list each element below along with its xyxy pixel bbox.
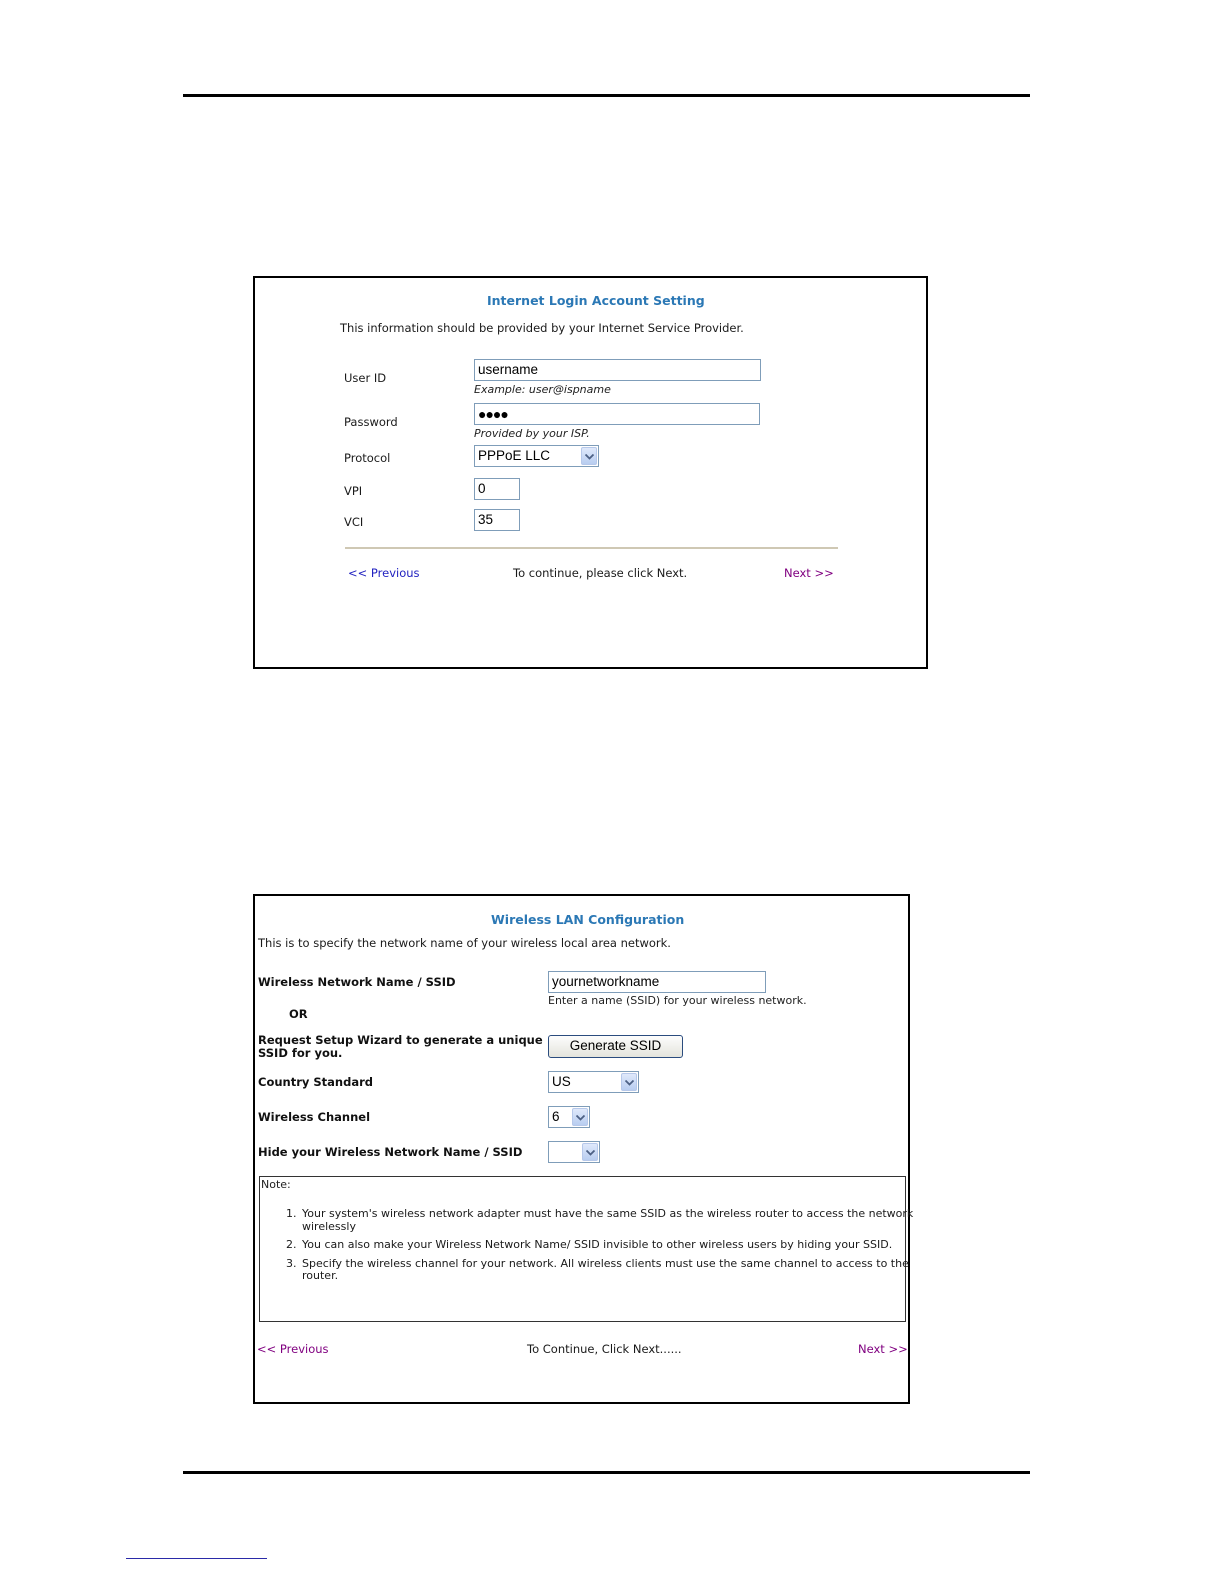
hide-ssid-label: Hide your Wireless Network Name / SSID — [258, 1145, 523, 1159]
wireless-channel-value: 6 — [552, 1109, 560, 1124]
note-box — [259, 1176, 914, 1322]
country-standard-select[interactable] — [548, 1071, 639, 1093]
wireless-channel-select[interactable] — [548, 1106, 590, 1128]
note-item: 1. Your system's wireless network adapter must have the same SSID as the wireless router to access the network wirelessly — [300, 1208, 930, 1233]
note-title: Note: — [261, 1178, 291, 1191]
panel-intro: This information should be provided by your Internet Service Provider. — [340, 321, 744, 335]
country-standard-label: Country Standard — [258, 1075, 374, 1089]
ssid-hint: Enter a name (SSID) for your wireless network. — [548, 994, 807, 1007]
vpi-label: VPI — [344, 484, 363, 498]
protocol-select[interactable] — [474, 445, 599, 467]
chevron-down-icon[interactable] — [582, 1143, 598, 1161]
divider — [345, 547, 838, 549]
generate-ssid-button[interactable]: Generate SSID — [548, 1035, 683, 1058]
password-hint: Provided by your ISP. — [474, 427, 590, 440]
vci-label: VCI — [344, 515, 364, 529]
vpi-input[interactable]: 0 — [474, 478, 520, 500]
country-standard-value: US — [552, 1074, 571, 1089]
protocol-value: PPPoE LLC — [478, 448, 551, 463]
previous-link[interactable]: << Previous — [348, 566, 420, 580]
chevron-down-icon[interactable] — [621, 1073, 637, 1091]
ssid-input[interactable]: yournetworkname — [548, 971, 766, 993]
continue-text: To continue, please click Next. — [513, 566, 688, 580]
user-id-hint: Example: user@ispname — [474, 383, 611, 396]
chevron-down-icon[interactable] — [581, 447, 597, 465]
chevron-down-icon[interactable] — [572, 1108, 588, 1126]
login-settings-panel — [253, 276, 928, 669]
protocol-label: Protocol — [344, 451, 391, 465]
password-label: Password — [344, 415, 398, 429]
page-header-rule — [183, 94, 1030, 97]
user-id-input[interactable]: username — [474, 359, 761, 381]
wlan-config-panel — [253, 894, 914, 1404]
vci-input[interactable]: 35 — [474, 509, 520, 531]
note-item: 3. Specify the wireless channel for your network. All wireless clients must use the same channel to access to the router. — [300, 1258, 930, 1283]
panel-title: Wireless LAN Configuration — [491, 912, 685, 927]
next-link[interactable]: Next >> — [784, 566, 834, 580]
user-id-label: User ID — [344, 371, 387, 385]
panel-intro: This is to specify the network name of your wireless local area network. — [258, 936, 671, 950]
panel-title: Internet Login Account Setting — [487, 293, 705, 308]
next-link[interactable]: Next >> — [858, 1342, 908, 1356]
generate-ssid-label: Request Setup Wizard to generate a unique SSID for you. — [258, 1033, 543, 1060]
page-footer-rule — [183, 1471, 1030, 1474]
hide-ssid-select[interactable] — [548, 1141, 600, 1163]
ssid-label: Wireless Network Name / SSID — [258, 975, 456, 989]
password-input[interactable]: ●●●● — [474, 403, 760, 425]
note-item: 2. You can also make your Wireless Network Name/ SSID invisible to other wireless users by hiding your SSID. — [300, 1239, 930, 1252]
wireless-channel-label: Wireless Channel — [258, 1110, 371, 1124]
footnote-rule — [126, 1558, 267, 1559]
note-list — [260, 1208, 930, 1289]
or-label: OR — [289, 1007, 308, 1021]
continue-text: To Continue, Click Next...... — [527, 1342, 682, 1356]
previous-link[interactable]: << Previous — [257, 1342, 329, 1356]
